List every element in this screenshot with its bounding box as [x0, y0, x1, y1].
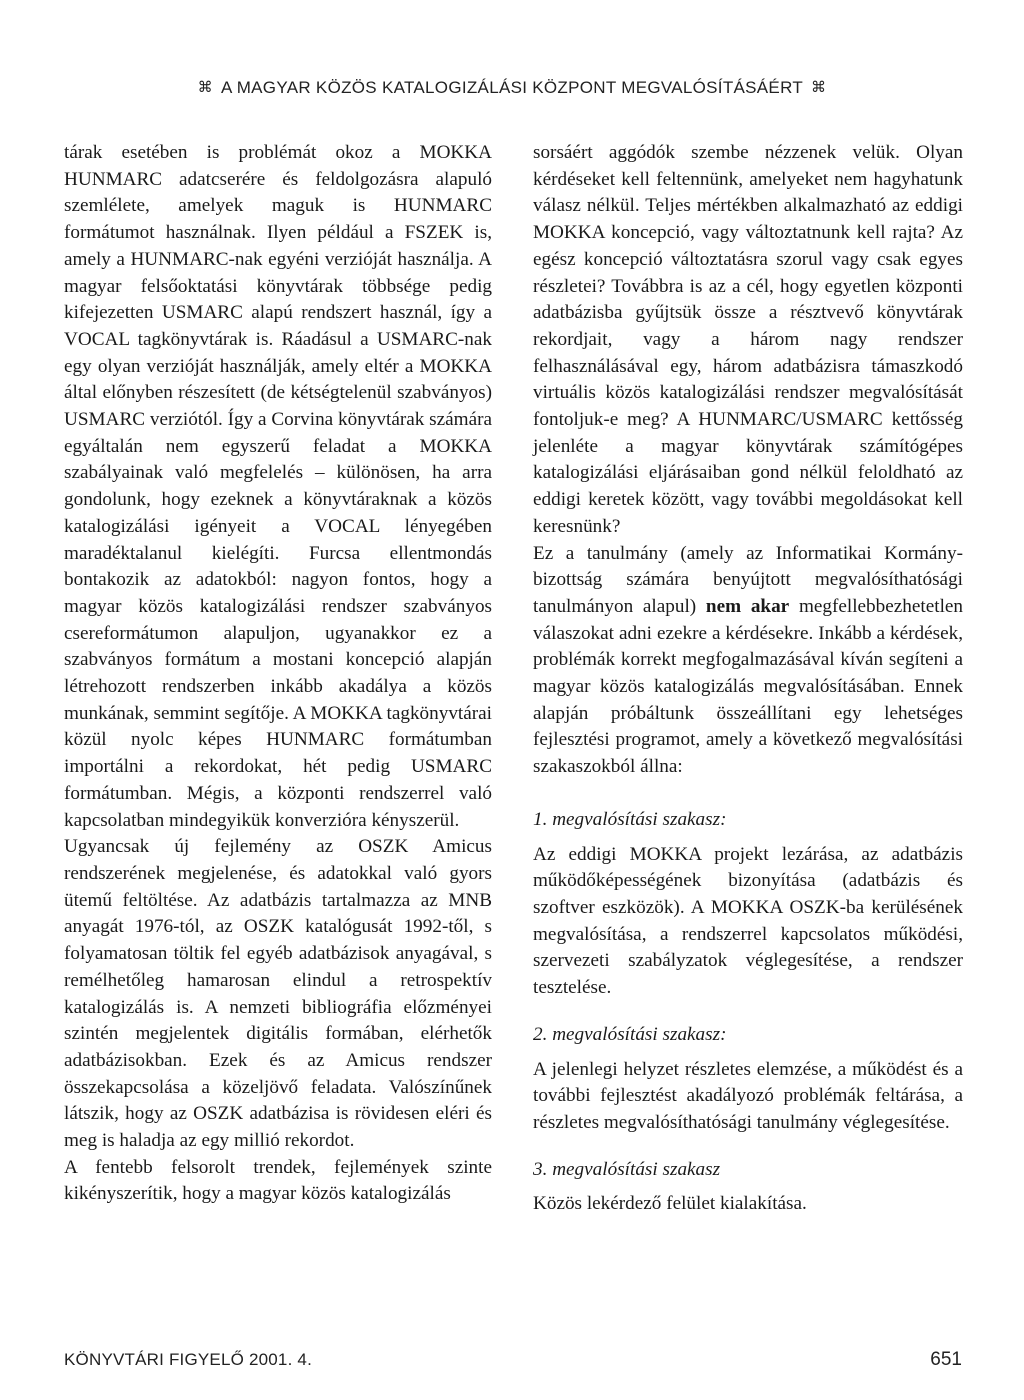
footer-page-number: 651 — [930, 1349, 962, 1370]
body-paragraph: A fentebb felsorolt trendek, fejlemények szinte kikényszerítik, hogy a magyar közös katalogizálás — [64, 1156, 492, 1205]
body-text: Ez a tanulmány (amely az Informatikai Kormány-bizottság számára benyújtott megvalósíthatósági tanulmányon alapul) — [533, 542, 963, 617]
stage-text: Az eddigi MOKKA projekt lezárása, az adatbázis működőképességének bizonyítása (adatbázis és szoftver eszközök). A MOKKA OSZK-ba kerülésének megvalósítása, a rendszerrel kapcsolatos működési, szervezeti szabályzatok véglegesítése, a rendszer tesztelése. — [533, 843, 963, 999]
footer-journal: KÖNYVTÁRI FIGYELŐ 2001. 4. — [64, 1350, 313, 1369]
stage-text: A jelenlegi helyzet részletes elemzése, a működést és a további fejlesztést akadályozó problémák feltárása, a részletes megvalósíthatósági tanulmány véglegesítése. — [533, 1058, 963, 1133]
body-text: megfellebbezhetetlen válaszokat adni ezekre a kérdésekre. Inkább a kérdések, problémák korrekt megfogalmazásával kíván segíteni a magyar közös katalogizálás megvalósításában. Ennek alapján próbáltunk összeállítani egy lehetséges fejlesztési programot, amely a következő megvalósítási szakaszokból állna: — [533, 595, 964, 778]
stage-text: Közös lekérdező felület kialakítása. — [533, 1193, 807, 1215]
running-header-title: A MAGYAR KÖZÖS KATALOGIZÁLÁSI KÖZPONT MEGVALÓSÍTÁSÁÉRT — [220, 78, 804, 97]
left-column — [64, 140, 492, 1208]
stage-heading: 1. megvalósítási szakasz: — [533, 808, 727, 830]
body-paragraph: Ugyancsak új fejlemény az OSZK Amicus rendszerének megjelenése, és adatokkal való gyors ütemű feltöltése. Az adatbázis tartalmazza az MNB anyagát 1976-tól, az OSZK katalógusát 1992-től, s folyamatosan töltik fel egyéb adatbázisok anyagával, s remélhetőleg hamarosan elindul a retrospektív katalogizálás is. A nemzeti bibliográfia előzményei szintén megjelentek digitális formában, elérhetők adatbázisokban. Ezek és az Amicus rendszer összekapcsolása a közeljövő feladata. Valószínűnek látszik, hogy az OSZK adatbázisa is rövidesen eléri és meg is haladja az egy millió rekordot. — [64, 836, 492, 1152]
ornament-left-icon: ⌘ — [197, 79, 213, 96]
stage-heading: 3. megvalósítási szakasz — [533, 1158, 721, 1180]
running-header — [0, 78, 1024, 98]
body-paragraph: sorsáért aggódók szembe nézzenek velük. Olyan kérdéseket kell feltennünk, amelyeket nem hagyhatunk válasz nélkül. Teljes mértékben alkalmazható az eddigi MOKKA koncepció, vagy változtatnunk kell rajta? Az egész koncepció változtatásra szorul vagy csak egyes részletei? Továbbra is az a cél, hogy egyetlen központi adatbázisba gyűjtsük össze a résztvevő könyvtárak rekordjait, vagy a három nagy rendszer felhasználásával egy, három adatbázisra támaszkodó virtuális közös katalogizálási rendszer megvalósítását fontoljuk-e meg? A HUNMARC/USMARC kettősség jelenléte a magyar könyvtárak számítógépes katalogizálási eljárásaiban gond nélkül feloldható az eddigi keretek között, vagy további megoldásokat kell keresnünk? — [533, 142, 963, 537]
ornament-right-icon: ⌘ — [811, 79, 827, 96]
stage-heading: 2. megvalósítási szakasz: — [533, 1023, 727, 1045]
body-paragraph — [533, 541, 963, 781]
body-paragraph: tárak esetében is problémát okoz a MOKKA HUNMARC adatcserére és feldolgozásra alapuló szemlélete, amelyek maguk is HUNMARC formátumot használnak. Ilyen például a FSZEK is, amely a HUNMARC-nak egyéni verzióját használja. A magyar felsőoktatási könyvtárak többsége pedig kifejezetten USMARC alapú rendszert használ, így a VOCAL tagkönyvtárak is. Ráadásul a USMARC-nak egy olyan verzióját használják, amely eltér a MOKKA által előnyben részesített (de kétségtelenül szabványos) USMARC verziótól. Így a Corvina könyvtárak számára egyáltalán nem egyszerű feladat a MOKKA szabályainak való megfelelés – különösen, ha arra gondolunk, hogy ezeknek a könyvtáraknak a közös katalogizálási igényeit a VOCAL lényegében maradéktalanul kielégíti. Furcsa ellentmondás bontakozik az adatokból: nagyon fontos, hogy a magyar közös katalogizálási rendszer szabványos csereformátumon alapuljon, ugyanakkor ez a szabványos formátum a mostani koncepció alapján létrehozott rendszerben inkább akadálya a közös munkának, semmint segítője. A MOKKA tagkönyvtárai közül nyolc képes HUNMARC formátumban importálni a rekordokat, hét pedig USMARC formátumban. Mégis, a központi rendszerrel való kapcsolatban mindegyikük konverzióra kényszerül. — [64, 142, 492, 831]
emphasis-text: nem akar — [705, 595, 790, 617]
right-column — [533, 140, 963, 1218]
